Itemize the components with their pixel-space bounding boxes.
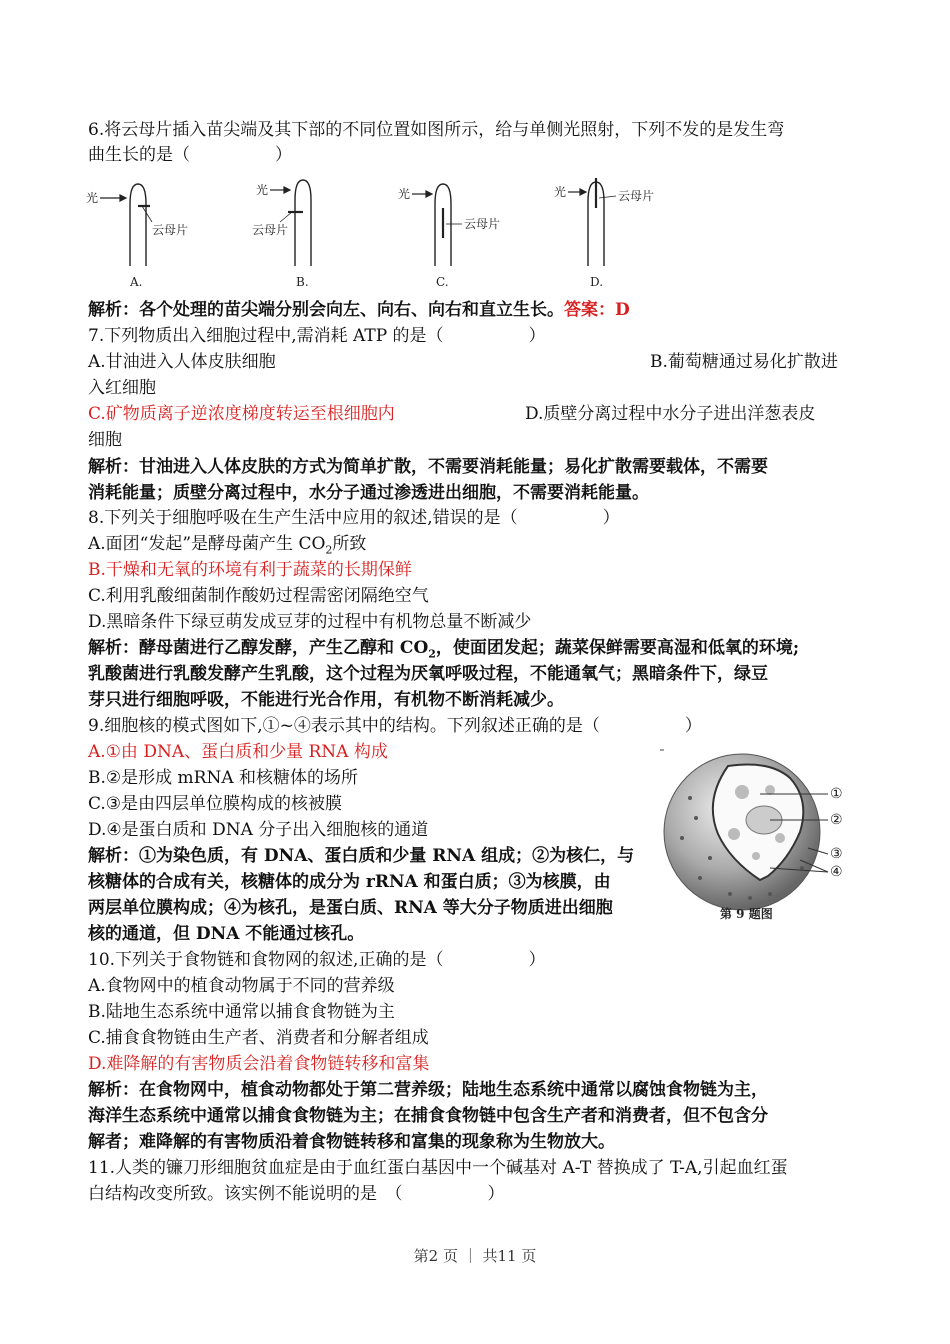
q10-analysis-line3: 解者；难降解的有害物质沿着食物链转移和富集的现象称为生物放大。 [88,1132,615,1152]
q9-nucleus-figure [660,748,860,923]
q8-option-b: B.干燥和无氧的环境有利于蔬菜的长期保鲜 [88,560,412,580]
mica-label-a: 云母片 [152,223,189,237]
q7-analysis-line2: 消耗能量；质壁分离过程中，水分子通过渗透进出细胞，不需要消耗能量。 [88,483,649,503]
q9-option-d: D.④是蛋白质和 DNA 分子出入细胞核的通道 [88,820,429,840]
q6-analysis [88,299,630,321]
coleoptile-b [295,180,311,266]
q10-analysis-line1: 解析：在食物网中，植食动物都处于第二营养级；陆地生态系统中通常以腐蚀食物链为主， [88,1080,768,1100]
q8-analysis-line1: 解析：酵母菌进行乙醇发酵，产生乙醇和 $CO_2$，使面团发起；蔬菜保鲜需要高湿和低氧的环境; [88,638,800,661]
marker-2: ② [830,812,843,828]
q7-option-b-cont: 入红细胞 [88,378,156,398]
q8-stem: 8.下列关于细胞呼吸在生产生活中应用的叙述,错误的是（ ） [88,508,620,528]
option-label-b: B. [296,275,309,289]
q8-analysis-line3: 芽只进行细胞呼吸，不能进行光合作用，有机物不断消耗减少。 [88,690,564,710]
q8-option-a: A.面团“发起”是酵母菌产生 $CO_2$所致 [88,534,367,557]
q9-analysis-line1: 解析：①为染色质，有 DNA、蛋白质和少量 RNA 组成；②为核仁，与 [88,846,635,866]
coleoptile-a [130,184,146,266]
q9-option-c: C.③是由四层单位膜构成的核被膜 [88,794,343,814]
q6-stem-line2: 曲生长的是（ ） [88,145,292,165]
light-label-c: 光 [398,187,411,201]
q6-stem-line1: 6.将云母片插入苗尖端及其下部的不同位置如图所示，给与单侧光照射，下列不发的是发生弯 [88,120,785,140]
q8-option-c: C.利用乳酸细菌制作酸奶过程需密闭隔绝空气 [88,586,429,606]
page-footer: 第2 页 ｜ 共11 页 [413,1247,537,1265]
q10-option-b: B.陆地生态系统中通常以捕食食物链为主 [88,1002,395,1022]
q7-analysis-line1: 解析：甘油进入人体皮肤的方式为简单扩散，不需要消耗能量；易化扩散需要载体，不需要 [88,457,768,477]
q9-analysis-line3: 两层单位膜构成；④为核孔，是蛋白质、RNA 等大分子物质进出细胞 [88,898,613,918]
option-label-c: C. [436,275,449,289]
marker-3: ③ [830,846,843,862]
mica-label-c: 云母片 [464,217,501,231]
q7-option-a: A.甘油进入人体皮肤细胞 [88,352,276,372]
q10-stem: 10.下列关于食物链和食物网的叙述,正确的是（ ） [88,950,546,970]
light-label-a: 光 [86,191,99,205]
marker-1: ① [830,786,843,802]
mica-label-b: 云母片 [252,223,289,237]
q7-option-b: B.葡萄糖通过易化扩散进 [650,352,838,372]
q7-option-d: D.质壁分离过程中水分子进出洋葱表皮 [525,404,816,424]
q10-option-c: C.捕食食物链由生产者、消费者和分解者组成 [88,1028,429,1048]
q11-stem-line1: 11.人类的镰刀形细胞贫血症是由于血红蛋白基因中一个碱基对 A-T 替换成了 T-A,引起血红蛋 [88,1158,788,1178]
light-label-d: 光 [554,185,567,199]
q9-stem: 9.细胞核的模式图如下,①~④表示其中的结构。下列叙述正确的是（ ） [88,716,702,736]
q10-option-a: A.食物网中的植食动物属于不同的营养级 [88,976,395,996]
q7-stem: 7.下列物质出入细胞过程中,需消耗 ATP 的是（ ） [88,326,546,346]
figure-caption: 第 9 题图 [720,907,773,921]
q6-analysis-text: 解析：各个处理的苗尖端分别会向左、向右、向右和直立生长。 [88,300,564,320]
q8-analysis-line2: 乳酸菌进行乳酸发酵产生乳酸，这个过程为厌氧呼吸过程，不能通氧气；黑暗条件下，绿豆 [88,664,768,684]
q8-option-d: D.黑暗条件下绿豆萌发成豆芽的过程中有机物总量不断减少 [88,612,532,632]
marker-4: ④ [830,864,843,880]
option-label-d: D. [590,275,604,289]
q9-analysis-line4: 核的通道，但 DNA 不能通过核孔。 [88,924,365,944]
light-label-b: 光 [256,183,269,197]
q7-option-c: C.矿物质离子逆浓度梯度转运至根细胞内 [88,404,395,424]
q11-stem-line2: 白结构改变所致。该实例不能说明的是 （ ） [88,1184,505,1204]
q6-coleoptile-figure [80,176,720,294]
q9-option-b: B.②是形成 mRNA 和核糖体的场所 [88,768,359,788]
q6-answer: 答案：D [564,300,630,320]
option-label-a: A. [130,275,143,289]
mica-label-d: 云母片 [618,189,655,203]
q7-option-d-cont: 细胞 [88,430,122,450]
q10-analysis-line2: 海洋生态系统中通常以捕食食物链为主；在捕食食物链中包含生产者和消费者，但不包含分 [88,1106,768,1126]
q10-option-d: D.难降解的有害物质会沿着食物链转移和富集 [88,1054,430,1074]
q9-analysis-line2: 核糖体的合成有关，核糖体的成分为 rRNA 和蛋白质；③为核膜，由 [88,872,611,892]
q9-option-a: A.①由 DNA、蛋白质和少量 RNA 构成 [88,742,388,762]
